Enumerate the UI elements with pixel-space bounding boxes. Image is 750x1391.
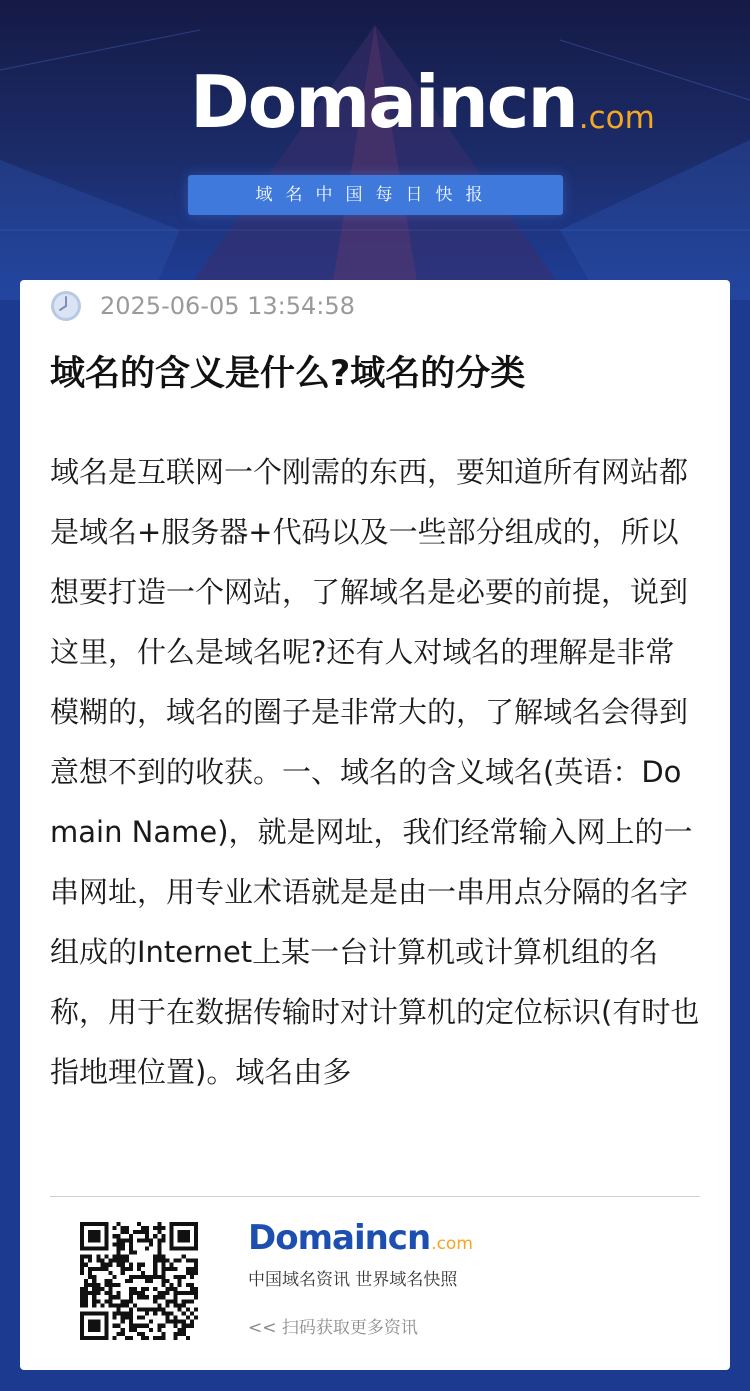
- banner-background-graphic: [0, 0, 750, 300]
- footer-logo-tld: .com: [431, 1234, 473, 1254]
- header-tagline: 域名中国每日快报: [188, 175, 563, 215]
- article-body: 域名是互联网一个刚需的东西，要知道所有网站都是域名+服务器+代码以及一些部分组成的，所以想要打造一个网站，了解域名是必要的前提，说到这里，什么是域名呢?还有人对域名的理解是非常模糊的，域名的圈子是非常大的，了解域名会得到意想不到的收获。一、域名的含义域名(英语：Domain Name)，就是网址，我们经常输入网上的一串网址，用专业术语就是是由一串用点分隔的名字组成的Internet上某一台计算机或计算机组的名称，用于在数据传输时对计算机的定位标识(有时也指地理位置)。域名由多: [50, 455, 700, 1089]
- qr-code[interactable]: [80, 1222, 198, 1340]
- footer-logo: [248, 1212, 473, 1256]
- header-logo: [190, 58, 655, 144]
- footer-slogan: 中国域名资讯 世界域名快照: [248, 1270, 458, 1290]
- logo-tld: .com: [578, 100, 655, 136]
- article-title: 域名的含义是什么?域名的分类: [50, 354, 526, 394]
- scan-prompt: << 扫码获取更多资讯: [248, 1318, 418, 1338]
- footer-logo-wordmark: Domaincn: [248, 1218, 431, 1258]
- article-timestamp: 2025-06-05 13:54:58: [100, 292, 355, 320]
- article-card: [20, 280, 730, 1370]
- logo-wordmark: Domaincn: [190, 60, 577, 144]
- footer-divider: [50, 1196, 700, 1197]
- clock-icon: [50, 290, 82, 322]
- header-banner: [0, 0, 750, 300]
